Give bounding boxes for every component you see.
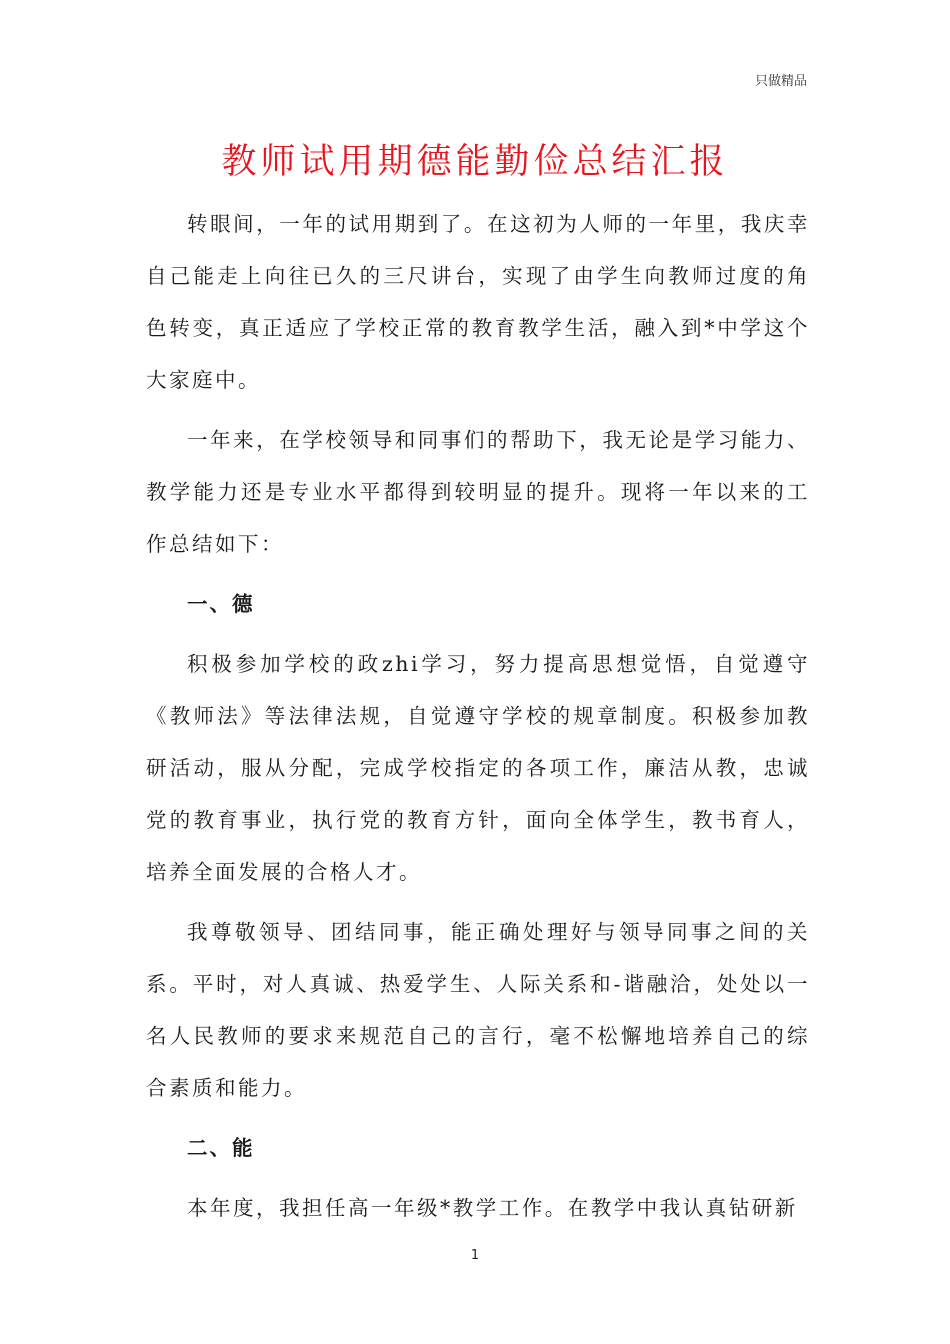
- intro-paragraph-2: 一年来，在学校领导和同事们的帮助下，我无论是学习能力、教学能力还是专业水平都得到较明显的提升。现将一年以来的工作总结如下：: [146, 428, 810, 556]
- section-heading-neng: 二、能: [187, 1136, 255, 1160]
- section1-paragraph-2: 我尊敬领导、团结同事，能正确处理好与领导同事之间的关系。平时，对人真诚、热爱学生、人际关系和-谐融洽，处处以一名人民教师的要求来规范自己的言行，毫不松懈地培养自己的综合素质和能力。: [146, 920, 810, 1100]
- section-heading-de: 一、德: [187, 592, 255, 616]
- section1-paragraph-1: 积极参加学校的政zhi学习，努力提高思想觉悟，自觉遵守《教师法》等法律法规，自觉遵守学校的规章制度。积极参加教研活动，服从分配，完成学校指定的各项工作，廉洁从教，忠诚党的教育事业，执行党的教育方针，面向全体学生，教书育人，培养全面发展的合格人才。: [146, 652, 810, 884]
- document-title: 教师试用期德能勤俭总结汇报: [221, 142, 729, 182]
- document-body: [146, 198, 810, 1234]
- intro-paragraph-1: 转眼间，一年的试用期到了。在这初为人师的一年里，我庆幸自己能走上向往已久的三尺讲台，实现了由学生向教师过度的角色转变，真正适应了学校正常的教育教学生活，融入到*中学这个大家庭中。: [146, 212, 810, 392]
- header-watermark-text: 只做精品: [754, 74, 807, 89]
- section2-paragraph-1: 本年度，我担任高一年级*教学工作。在教学中我认真钻研新: [187, 1196, 798, 1220]
- page-number: 1: [470, 1248, 480, 1263]
